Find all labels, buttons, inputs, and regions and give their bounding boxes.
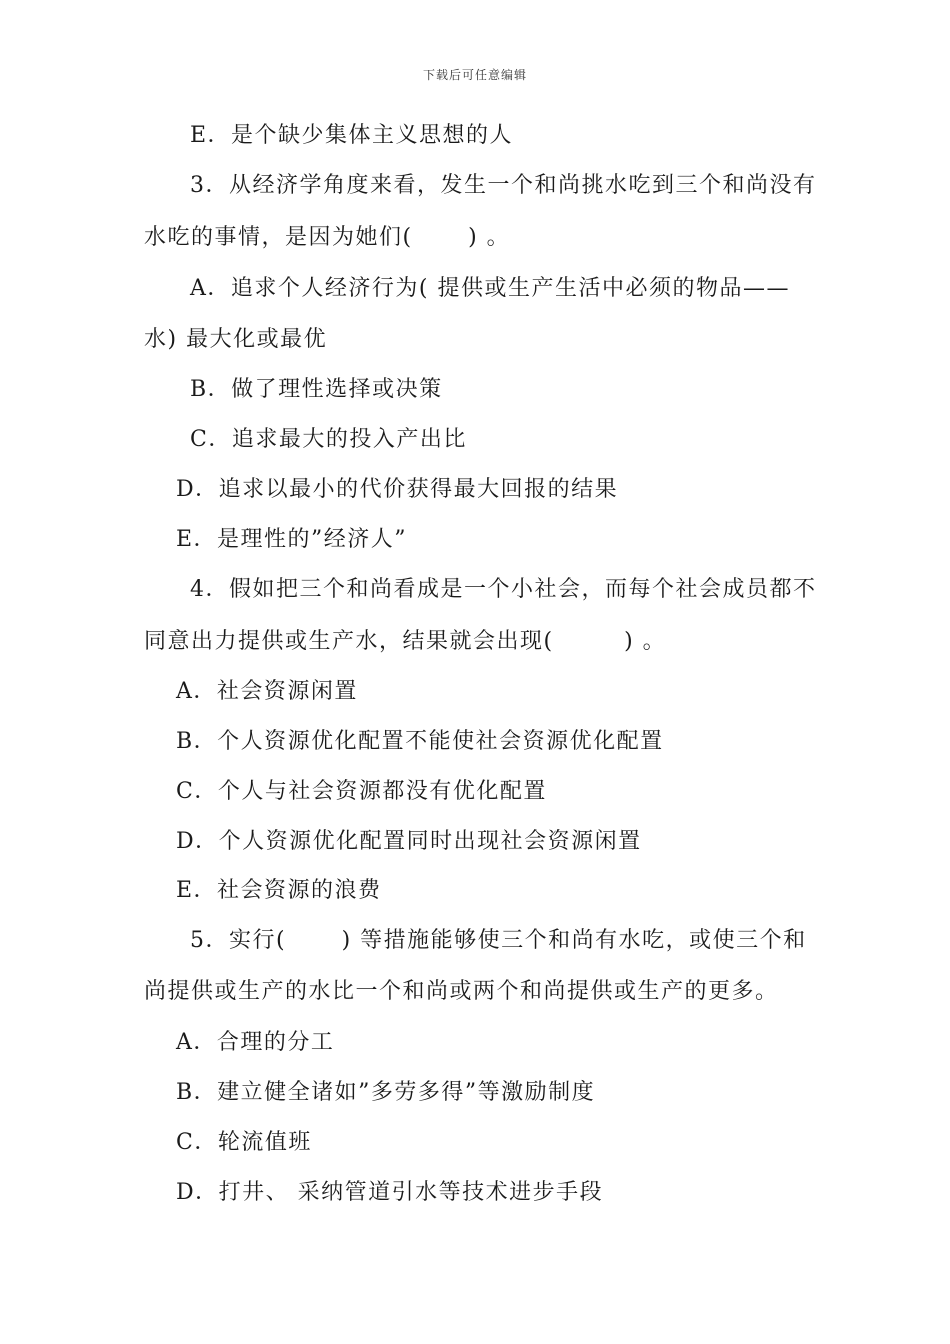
option-4c: C．个人与社会资源都没有优化配置	[176, 779, 547, 804]
option-4d: D．个人资源优化配置同时出现社会资源闲置	[176, 829, 642, 854]
option-3c: C．追求最大的投入产出比	[190, 427, 467, 452]
question-3-cont: 水吃的事情，是因为她们( ) 。	[144, 225, 511, 250]
option-3d: D．追求以最小的代价获得最大回报的结果	[176, 477, 619, 502]
question-3: 3．从经济学角度来看，发生一个和尚挑水吃到三个和尚没有	[190, 173, 817, 198]
option-5a: A．合理的分工	[176, 1030, 335, 1055]
option-4b: B．个人资源优化配置不能使社会资源优化配置	[176, 729, 664, 754]
question-4: 4．假如把三个和尚看成是一个小社会，而每个社会成员都不	[190, 577, 817, 602]
option-3b: B．做了理性选择或决策	[190, 377, 443, 402]
option-5c: C．轮流值班	[176, 1130, 312, 1155]
option-4a: A．社会资源闲置	[176, 679, 358, 704]
question-4-cont: 同意出力提供或生产水，结果就会出现( ) 。	[144, 629, 667, 654]
option-5b: B．建立健全诸如”多劳多得”等激励制度	[176, 1080, 596, 1105]
option-3a: A．追求个人经济行为( 提供或生产生活中必须的物品——	[190, 276, 790, 301]
option-5d: D．打井、 采纳管道引水等技术进步手段	[176, 1180, 604, 1205]
option-3e: E．是理性的”经济人”	[176, 527, 408, 552]
page-header: 下载后可任意编辑	[422, 68, 527, 82]
option-1e: E．是个缺少集体主义思想的人	[190, 123, 514, 148]
option-4e: E．社会资源的浪费	[176, 878, 382, 903]
option-3a-cont: 水) 最大化或最优	[144, 327, 328, 352]
question-5: 5．实行( ) 等措施能够使三个和尚有水吃，或使三个和	[190, 928, 807, 953]
question-5-cont: 尚提供或生产的水比一个和尚或两个和尚提供或生产的更多。	[144, 979, 779, 1004]
